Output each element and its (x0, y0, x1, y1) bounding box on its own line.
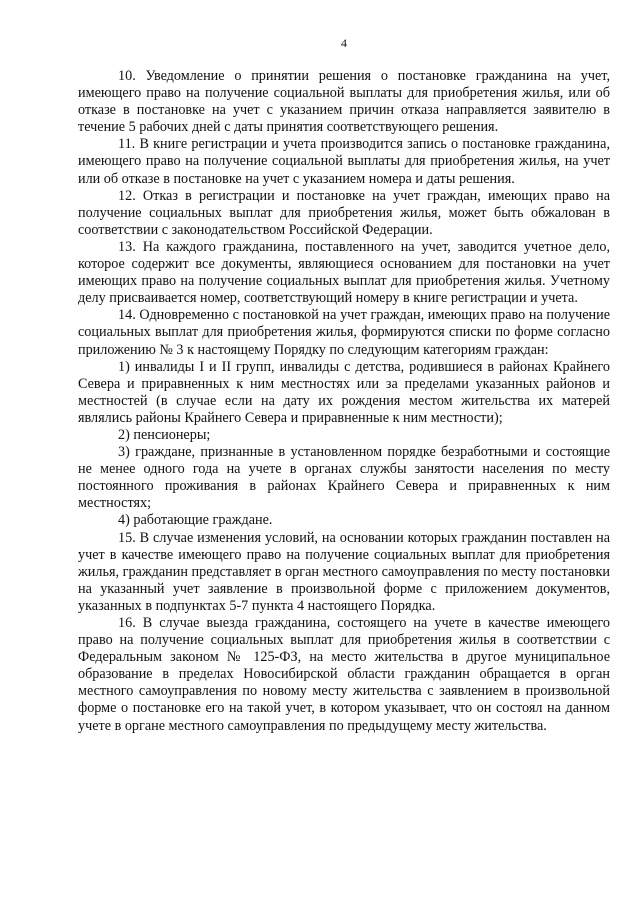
paragraph-14-lists: 14. Одновременно с постановкой на учет граждан, имеющих право на получение социальных выплат для приобретения жилья, формируются списки по форме согласно приложению № 3 к настоящему Порядку по следующим категориям граждан: (78, 307, 610, 358)
paragraph-13-case-file: 13. На каждого гражданина, поставленного на учет, заводится учетное дело, которое содержит все документы, являющиеся основанием для постановки на учет имеющих право на получение социальных выплат для приобретения жилья. Учетному делу присваивается номер, соответствующий номеру в книге регистрации и учета. (78, 238, 610, 307)
page-number: 4 (341, 36, 347, 50)
list-item-category-1: 1) инвалиды I и II групп, инвалиды с детства, родившиеся в районах Крайнего Севера и приравненных к ним местностях или за пределами указанных районов и местностей (в случае если на дату их рождения местом жительства их матерей являлись районы Крайнего Севера и приравненные к ним местности); (78, 358, 610, 426)
list-item-category-2: 2) пенсионеры; (118, 426, 211, 443)
document-page (78, 36, 610, 735)
paragraph-12-appeal: 12. Отказ в регистрации и постановке на учет граждан, имеющих право на получение социальных выплат для приобретения жилья, может быть обжалован в соответствии с законодательством Российской Федерации. (78, 187, 610, 238)
paragraph-15-change-conditions: 15. В случае изменения условий, на основании которых гражданин поставлен на учет в качестве имеющего право на получение социальных выплат для приобретения жилья, гражданин представляет в орган местного самоуправления по месту постановки на указанный учет заявление в произвольной форме с приложением документов, указанных в подпунктах 5-7 пункта 4 настоящего Порядка. (78, 529, 610, 614)
paragraph-11-registration-book: 11. В книге регистрации и учета производится запись о постановке гражданина, имеющего право на получение социальной выплаты для приобретения жилья, на учет или об отказе в постановке на учет с указанием номера и даты решения. (78, 136, 610, 187)
list-item-category-3: 3) граждане, признанные в установленном порядке безработными и состоящие не менее одного года на учете в органах службы занятости населения по месту постоянного проживания в районах Крайнего Севера и приравненных к ним местностях; (78, 444, 610, 512)
list-item-category-4: 4) работающие граждане. (118, 512, 273, 529)
paragraph-16-relocation: 16. В случае выезда гражданина, состоящего на учете в качестве имеющего право на получение социальных выплат для приобретения жилья в соответствии с Федеральным законом № 125-ФЗ, на место жительства в другое муниципальное образование в пределах Новосибирской области гражданин обращается в орган местного самоуправления по новому месту жительства с заявлением в произвольной форме о постановке его на такой учет, в котором указывает, что он состоял на данном учете в органе местного самоуправления по предыдущему месту жительства. (78, 615, 610, 734)
paragraph-10-notification: 10. Уведомление о принятии решения о постановке гражданина на учет, имеющего право на получение социальной выплаты для приобретения жилья, или об отказе в постановке на учет с указанием причин отказа направляется заявителю в течение 5 рабочих дней с даты принятия соответствующего решения. (78, 68, 610, 136)
